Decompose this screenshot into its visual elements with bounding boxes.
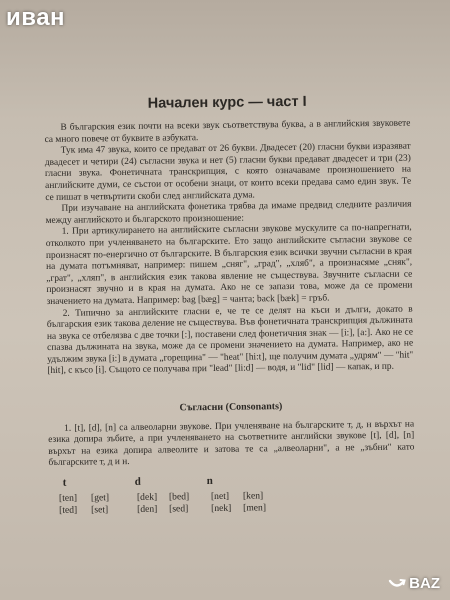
letter-n: n	[206, 474, 213, 488]
letter-t: t	[62, 476, 67, 489]
example-word: [dek]	[136, 491, 158, 503]
printed-page	[44, 88, 415, 517]
paragraph-2: Тук има 47 звука, които се предават от 26 букви. Двадесет (20) гласни букви изразяват двадесет и четири (24) съгласни звука и нет (5) гласни букви предават двадесет и три (23) гласни звука. Фонетичната транскрипция, с която означаваме произношението на английските думи, се състои от особени знаци, от които всеки предава само един звук. Те се пишат в четвъртити скоби след английската дума.	[44, 141, 412, 203]
example-word: [get]	[90, 491, 110, 504]
section-paragraph: 1. [t], [d], [n] са алвеоларни звукове. При учленяване на българските т, д, н върхът на езика допира зъбите, а при учленяването на съответните английски звукове [t], [d], [n] върхът на езика допира алвеолите и затова те са „алвеоларни", а не „зъбни" като българските т, д и н.	[48, 419, 415, 469]
example-word: [bed]	[168, 490, 190, 503]
letter-d: d	[134, 475, 141, 488]
paragraph-3: При изучаване на английската фонетика трябва да имаме предвид следните различия между английското и българското произношение:	[45, 199, 412, 226]
example-word: [sed]	[169, 502, 189, 515]
page-title: Начален курс — част I	[147, 93, 307, 112]
example-word: [ken]	[242, 489, 264, 502]
section-title: Съгласни (Consonants)	[179, 401, 283, 414]
example-word: [set]	[91, 503, 109, 516]
example-word: [ten]	[58, 492, 78, 504]
watermark-logo	[388, 575, 440, 592]
example-word: [nek]	[211, 502, 232, 514]
example-word: [den]	[137, 503, 158, 515]
example-word: [net]	[210, 490, 230, 502]
consonant-letters	[63, 474, 415, 490]
example-word: [ted]	[59, 504, 78, 516]
watermark-logo-text: BAZ	[409, 575, 440, 592]
example-word: [men]	[243, 501, 267, 514]
paragraph-5: 2. Типично за английските гласни е, че те се делят на къси и дълги, докато в българския език такова деление не съществува. Във фонетичната транскрипция дължината на звука се отбелязва с две точки [:], поставени след фонетичния знак — [i:], [a:]. Ако не се спазва дължината на звука, може да се промени значението на думата. Например, ако не удължим звука [i:] в думата „горещина" — "heat" [hi:t], ще получим думата „удрям" — "hit" [hit], с късо [i]. Същото се получава при "lead" [li:d] — водя, и "lid" [lid] — капак, и пр.	[46, 304, 414, 377]
paragraph-4: 1. При артикулирането на английските съгласни звукове мускулите са по-напрегнати, отколкото при учленяването на българските. Ето защо английските съгласни звукове се произнасят по-енергично от българските. В българския език всички звучни съгласни в края на думата потъмняват, например: пишем „сняг", „град", „хляб", а произнасяме „сняк", „грат", „хляп", в английския език такова явление не съществува. Звучните съгласни се произнасят звучно и в края на думата. Ако не се запази това, може да се промени значението на думата. Например: bag [bæg] = чанта; back [bæk] = гръб.	[45, 222, 413, 307]
paragraph-1: В българския език почти на всеки звук съответствува буква, а в английския звуковете са много повече от буквите в азбуката.	[44, 118, 411, 145]
smile-arrow-icon	[388, 577, 406, 591]
watermark-username: иван	[6, 4, 66, 31]
